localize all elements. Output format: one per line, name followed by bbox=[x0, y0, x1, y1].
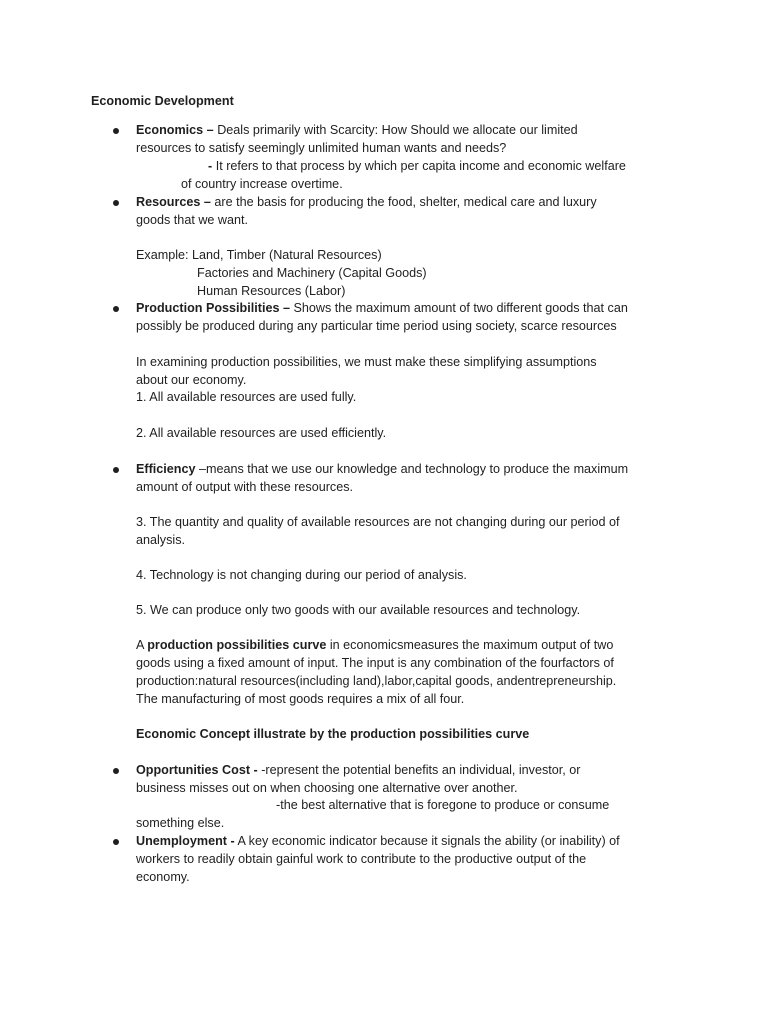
bullet-icon bbox=[113, 768, 119, 774]
opportunity-cost-line-4: something else. bbox=[136, 816, 225, 830]
concept-heading: Economic Concept illustrate by the production possibilities curve bbox=[136, 727, 530, 741]
resources-example-2: Factories and Machinery (Capital Goods) bbox=[197, 266, 427, 280]
ppc-paragraph-line-1: A production possibilities curve in economicsmeasures the maximum output of two bbox=[136, 638, 614, 652]
bullet-icon bbox=[113, 128, 119, 134]
opportunity-cost-line-1: Opportunities Cost - -represent the potential benefits an individual, investor, or bbox=[136, 763, 581, 777]
ppc-paragraph-line-4: The manufacturing of most goods requires a mix of all four. bbox=[136, 692, 465, 706]
assumptions-line-1: In examining production possibilities, we must make these simplifying assumptions bbox=[136, 355, 597, 369]
production-possibilities-line-2: possibly be produced during any particular time period using society, scarce resources bbox=[136, 319, 617, 333]
ppc-paragraph-line-2: goods using a fixed amount of input. The input is any combination of the fourfactors of bbox=[136, 656, 614, 670]
opportunity-cost-term: Opportunities Cost - bbox=[136, 763, 258, 777]
economics-line-2: resources to satisfy seemingly unlimited human wants and needs? bbox=[136, 141, 507, 155]
assumption-item-3a: 3. The quantity and quality of available resources are not changing during our period of bbox=[136, 515, 620, 529]
ppc-paragraph-line-3: production:natural resources(including land),labor,capital goods, andentrepreneurship. bbox=[136, 674, 617, 688]
assumption-item-4: 4. Technology is not changing during our period of analysis. bbox=[136, 568, 467, 582]
resources-example-3: Human Resources (Labor) bbox=[197, 284, 346, 298]
assumption-item-2: 2. All available resources are used efficiently. bbox=[136, 426, 387, 440]
assumption-item-3b: analysis. bbox=[136, 533, 185, 547]
unemployment-line-1: Unemployment - A key economic indicator because it signals the ability (or inability) of bbox=[136, 834, 620, 848]
assumptions-line-2: about our economy. bbox=[136, 373, 247, 387]
economics-term: Economics – bbox=[136, 123, 214, 137]
assumption-item-5: 5. We can produce only two goods with our available resources and technology. bbox=[136, 603, 581, 617]
document-title: Economic Development bbox=[91, 94, 234, 108]
economics-line-4: of country increase overtime. bbox=[181, 177, 343, 191]
production-possibilities-term: Production Possibilities – bbox=[136, 301, 290, 315]
economics-line-3: - It refers to that process by which per capita income and economic welfare bbox=[208, 159, 626, 173]
unemployment-line-3: economy. bbox=[136, 870, 190, 884]
bullet-icon bbox=[113, 200, 119, 206]
production-possibilities-line-1: Production Possibilities – Shows the maximum amount of two different goods that can bbox=[136, 301, 628, 315]
assumption-item-1: 1. All available resources are used fully. bbox=[136, 390, 357, 404]
resources-example-1: Example: Land, Timber (Natural Resources) bbox=[136, 248, 382, 262]
efficiency-line-2: amount of output with these resources. bbox=[136, 480, 354, 494]
bullet-icon bbox=[113, 839, 119, 845]
economics-line-1: Economics – Deals primarily with Scarcity: How Should we allocate our limited bbox=[136, 123, 578, 137]
resources-line-1: Resources – are the basis for producing the food, shelter, medical care and luxury bbox=[136, 195, 597, 209]
resources-line-2: goods that we want. bbox=[136, 213, 249, 227]
bullet-icon bbox=[113, 306, 119, 312]
efficiency-line-1: Efficiency –means that we use our knowledge and technology to produce the maximum bbox=[136, 462, 629, 476]
resources-term: Resources – bbox=[136, 195, 211, 209]
opportunity-cost-line-3: -the best alternative that is foregone to produce or consume bbox=[276, 798, 610, 812]
efficiency-term: Efficiency bbox=[136, 462, 196, 476]
ppc-term: production possibilities curve bbox=[147, 638, 327, 652]
bullet-icon bbox=[113, 467, 119, 473]
unemployment-line-2: workers to readily obtain gainful work to contribute to the productive output of the bbox=[136, 852, 587, 866]
opportunity-cost-line-2: business misses out on when choosing one alternative over another. bbox=[136, 781, 518, 795]
unemployment-term: Unemployment - bbox=[136, 834, 235, 848]
